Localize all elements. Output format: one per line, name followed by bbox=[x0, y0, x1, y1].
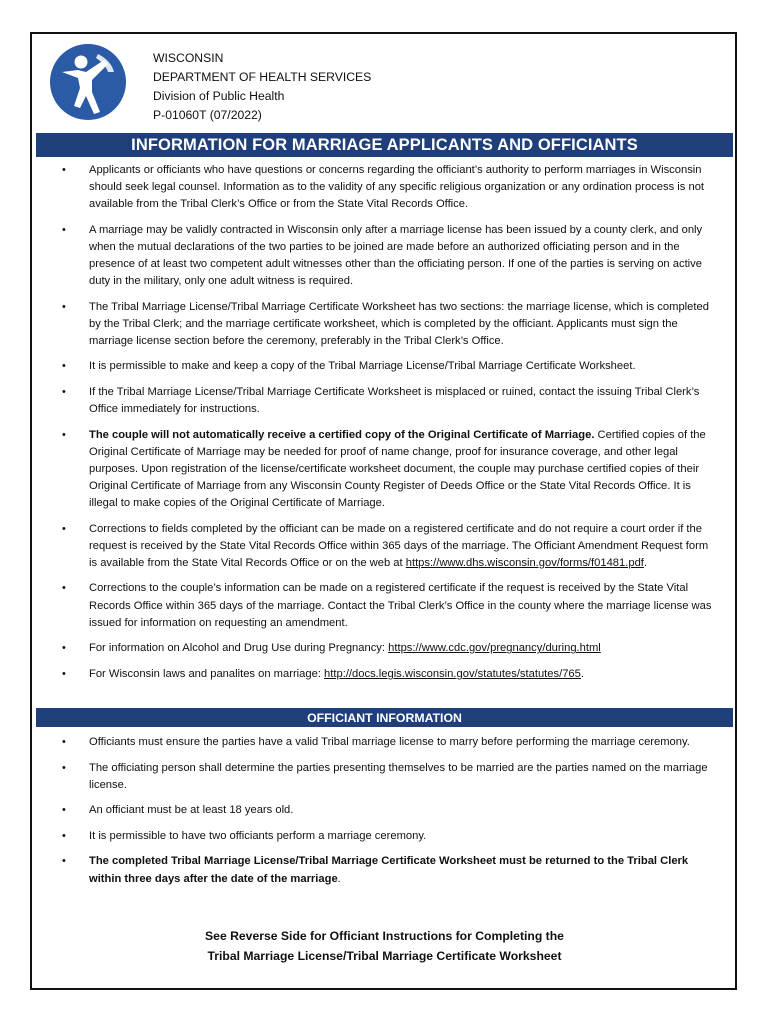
list-item bbox=[32, 521, 737, 572]
department-name: DEPARTMENT OF HEALTH SERVICES bbox=[153, 70, 372, 84]
item-text: If the Tribal Marriage License/Tribal Marriage Certificate Worksheet is misplaced or ruined, contact the issuing Tribal Clerk’s Office immediately for instructions. bbox=[89, 386, 700, 416]
item-text: It is permissible to make and keep a copy of the Tribal Marriage License/Tribal Marriage Certificate Worksheet. bbox=[89, 360, 636, 373]
web-link[interactable]: http://docs.legis.wisconsin.gov/statutes/statutes/765 bbox=[324, 667, 581, 680]
item-text: For Wisconsin laws and panalites on marriage: bbox=[89, 667, 325, 680]
officiant-section-title: OFFICIANT INFORMATION bbox=[36, 708, 733, 727]
bullet-icon: • bbox=[62, 642, 66, 655]
page-title: INFORMATION FOR MARRIAGE APPLICANTS AND OFFICIANTS bbox=[36, 133, 733, 157]
item-text: Officiants must ensure the parties have a valid Tribal marriage license to marry before performing the marriage ceremony. bbox=[89, 736, 690, 748]
bullet-icon: • bbox=[62, 855, 66, 868]
applicant-info-list bbox=[32, 162, 737, 691]
bullet-icon: • bbox=[62, 736, 66, 748]
form-number: P-01060T (07/2022) bbox=[153, 108, 262, 122]
item-text-end: . bbox=[580, 667, 584, 680]
bullet-icon: • bbox=[62, 582, 66, 595]
item-text: A marriage may be validly contracted in Wisconsin only after a marriage license has been issued by a county clerk, and only when the mutual declarations of the two parties to be joined are made before an authorized officiating person and in the presence of at least two competent adult witnesses other than the officiating person. If one of the parties is serving on active duty in the military, only one adult witness is required. bbox=[89, 223, 703, 288]
list-item bbox=[32, 760, 737, 794]
bullet-icon: • bbox=[62, 804, 66, 817]
list-item bbox=[32, 384, 737, 418]
reverse-side-note-line1: See Reverse Side for Officiant Instructions for Completing the bbox=[205, 929, 564, 943]
bullet-icon: • bbox=[62, 300, 66, 313]
web-link[interactable]: https://www.dhs.wisconsin.gov/forms/f01481.pdf bbox=[405, 556, 644, 569]
bullet-icon: • bbox=[62, 667, 66, 680]
list-item bbox=[32, 734, 737, 751]
list-item bbox=[32, 640, 737, 657]
agency-header bbox=[153, 49, 371, 125]
bullet-icon: • bbox=[62, 360, 66, 373]
officiant-info-list bbox=[32, 734, 737, 896]
list-item bbox=[32, 802, 737, 819]
bullet-icon: • bbox=[62, 428, 66, 441]
list-item bbox=[32, 580, 737, 631]
item-text: Corrections to fields completed by the officiant can be made on a registered certificate and do not require a court order if the request is received by the State Vital Records Office within 365 days of the marriage. The Officiant Amendment Request form is available from the State Vital Records Office or on the web at bbox=[89, 522, 709, 569]
bullet-icon: • bbox=[62, 829, 66, 842]
list-item bbox=[32, 162, 737, 213]
state-name: WISCONSIN bbox=[153, 51, 224, 65]
item-text: It is permissible to have two officiants perform a marriage ceremony. bbox=[89, 829, 427, 842]
reverse-side-note bbox=[32, 927, 737, 966]
bullet-icon: • bbox=[62, 164, 66, 176]
document-frame bbox=[30, 32, 737, 990]
dhs-figure-logo-icon bbox=[48, 42, 128, 122]
bullet-icon: • bbox=[62, 223, 66, 236]
list-item bbox=[32, 853, 737, 887]
list-item bbox=[32, 222, 737, 290]
list-item bbox=[32, 427, 737, 512]
item-text: The Tribal Marriage License/Tribal Marriage Certificate Worksheet has two sections: the marriage license, which is completed by the Tribal Clerk; and the marriage certificate worksheet, which is completed by the officiant. Applicants must sign the marriage license section before the ceremony, preferably in the Tribal Clerk’s Office. bbox=[89, 300, 709, 347]
item-text: Corrections to the couple’s information can be made on a registered certificate if the request is received by the State Vital Records Office within 365 days of the marriage. Contact the Tribal Clerk’s Office in the county where the marriage license was issued for information on requesting an amendment. bbox=[89, 582, 712, 629]
list-item bbox=[32, 299, 737, 350]
bullet-icon: • bbox=[62, 386, 66, 399]
list-item bbox=[32, 358, 737, 375]
reverse-side-note-line2: Tribal Marriage License/Tribal Marriage Certificate Worksheet bbox=[207, 948, 562, 963]
bullet-icon: • bbox=[62, 522, 66, 535]
bold-text: The completed Tribal Marriage License/Tribal Marriage Certificate Worksheet must be returned to the Tribal Clerk within three days after the date of the marriage bbox=[89, 855, 689, 885]
item-text: For information on Alcohol and Drug Use during Pregnancy: bbox=[89, 642, 389, 655]
item-text-end: . bbox=[643, 556, 648, 569]
bold-text: The couple will not automatically receive a certified copy of the Original Certificate of Marriage. bbox=[89, 428, 595, 441]
bullet-icon: • bbox=[62, 761, 66, 774]
division-name: Division of Public Health bbox=[153, 89, 285, 103]
item-text: The officiating person shall determine the parties presenting themselves to be married are the parties named on the marriage license. bbox=[89, 761, 708, 791]
list-item bbox=[32, 828, 737, 845]
item-text: Applicants or officiants who have questions or concerns regarding the officiant’s authority to perform marriages in Wisconsin should seek legal counsel. Information as to the validity of any specific religious organization or any ordination process is not available from the Tribal Clerk’s Office or from the State Vital Records Office. bbox=[89, 164, 705, 211]
list-item bbox=[32, 666, 737, 683]
web-link[interactable]: https://www.cdc.gov/pregnancy/during.html bbox=[388, 642, 601, 655]
item-text: An officiant must be at least 18 years old. bbox=[89, 804, 294, 817]
item-text: . bbox=[337, 872, 341, 885]
item-text: Certified copies of the Original Certificate of Marriage may be needed for proof of name change, proof for insurance coverage, and other legal purposes. Upon registration of the license/certificate worksheet document, the couple may purchase certified copies of their Original Certificate of Marriage from any Wisconsin County Register of Deeds Office or the State Vital Records Office. It is illegal to make copies of the Original Certificate of Marriage. bbox=[89, 428, 706, 510]
